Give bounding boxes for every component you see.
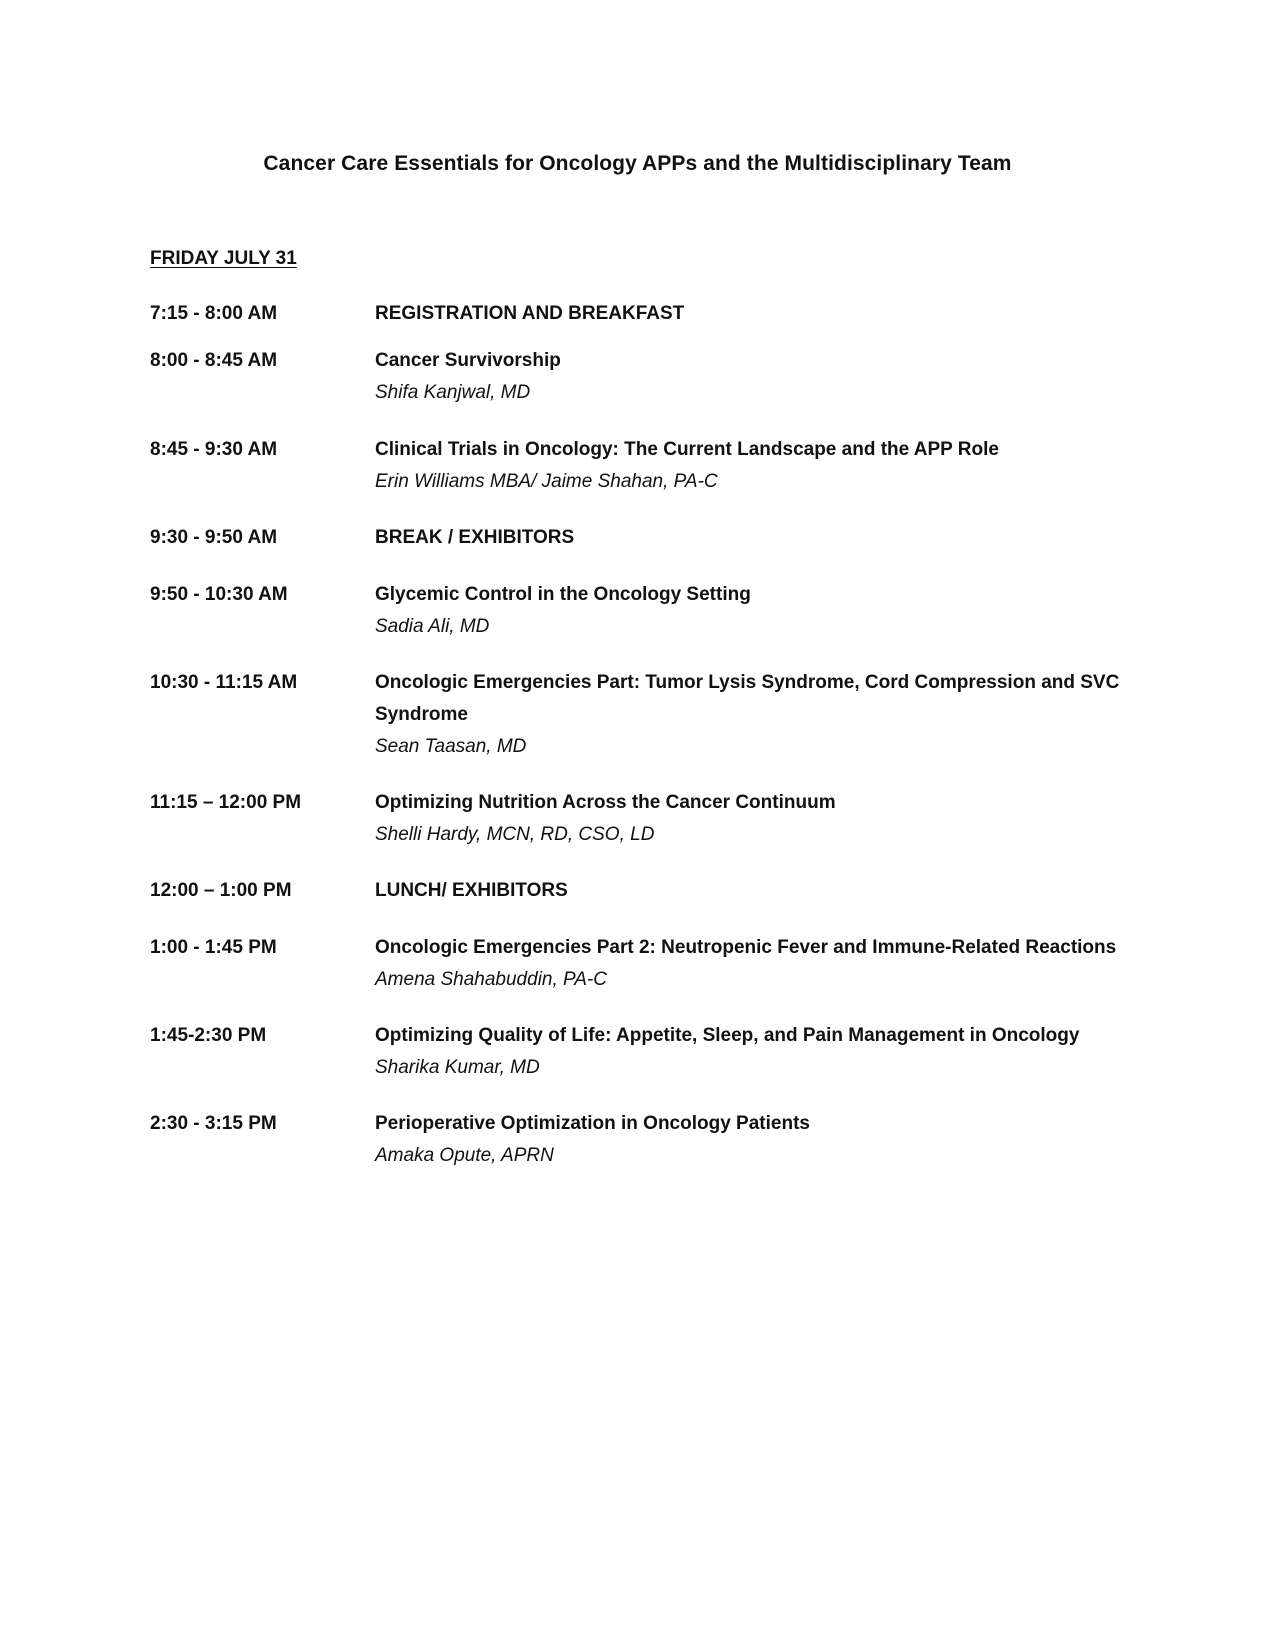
session-time: 8:00 - 8:45 AM (150, 350, 278, 371)
schedule-row (150, 345, 1150, 409)
schedule-row (150, 875, 1150, 907)
session-title: REGISTRATION AND BREAKFAST (375, 303, 685, 324)
session-time: 2:30 - 3:15 PM (150, 1113, 277, 1134)
session-title: BREAK / EXHIBITORS (375, 527, 575, 548)
session-time: 11:15 – 12:00 PM (150, 792, 302, 813)
session-speaker: Sharika Kumar, MD (375, 1057, 540, 1078)
schedule-row (150, 522, 1150, 554)
session-content (375, 345, 1145, 409)
session-time: 7:15 - 8:00 AM (150, 303, 278, 324)
schedule-row (150, 434, 1150, 498)
session-time: 8:45 - 9:30 AM (150, 439, 278, 460)
session-title: Perioperative Optimization in Oncology Patients (375, 1113, 810, 1134)
session-content (375, 1108, 1145, 1172)
schedule-row (150, 298, 1150, 330)
session-title: Optimizing Quality of Life: Appetite, Sleep, and Pain Management in Oncology (375, 1025, 1080, 1046)
schedule-row (150, 667, 1150, 763)
session-time: 10:30 - 11:15 AM (150, 672, 298, 693)
session-speaker: Shelli Hardy, MCN, RD, CSO, LD (375, 824, 655, 845)
session-content (375, 667, 1135, 763)
session-title: Clinical Trials in Oncology: The Current Landscape and the APP Role (375, 439, 999, 460)
session-speaker: Shifa Kanjwal, MD (375, 382, 531, 403)
schedule-row (150, 787, 1150, 851)
session-content (375, 298, 1145, 330)
session-time: 12:00 – 1:00 PM (150, 880, 292, 901)
session-speaker: Amaka Opute, APRN (375, 1145, 554, 1166)
session-content (375, 875, 1145, 907)
schedule-row (150, 579, 1150, 643)
session-speaker: Sean Taasan, MD (375, 736, 527, 757)
session-content (375, 1020, 1095, 1084)
session-title: Oncologic Emergencies Part 2: Neutropenic Fever and Immune-Related Reactions (375, 937, 1117, 958)
session-time: 1:00 - 1:45 PM (150, 937, 277, 958)
day-heading: FRIDAY JULY 31 (150, 248, 297, 269)
session-content (375, 579, 1145, 643)
session-content (375, 434, 1035, 498)
session-title: LUNCH/ EXHIBITORS (375, 880, 568, 901)
session-time: 9:50 - 10:30 AM (150, 584, 288, 605)
session-title: Glycemic Control in the Oncology Setting (375, 584, 751, 605)
document-title: Cancer Care Essentials for Oncology APPs and the Multidisciplinary Team (263, 152, 1012, 175)
schedule-row (150, 932, 1150, 996)
session-time: 9:30 - 9:50 AM (150, 527, 278, 548)
session-title: Oncologic Emergencies Part: Tumor Lysis Syndrome, Cord Compression and SVC Syndrome (375, 672, 1120, 725)
session-time: 1:45-2:30 PM (150, 1025, 267, 1046)
session-speaker: Erin Williams MBA/ Jaime Shahan, PA-C (375, 471, 718, 492)
schedule-row (150, 1108, 1150, 1172)
session-speaker: Sadia Ali, MD (375, 616, 490, 637)
session-content (375, 787, 1145, 851)
session-speaker: Amena Shahabuddin, PA-C (375, 969, 608, 990)
schedule-list (150, 298, 1150, 1172)
session-content (375, 522, 1145, 554)
schedule-row (150, 1020, 1150, 1084)
session-title: Cancer Survivorship (375, 350, 561, 371)
session-content (375, 932, 1135, 996)
session-title: Optimizing Nutrition Across the Cancer Continuum (375, 792, 836, 813)
